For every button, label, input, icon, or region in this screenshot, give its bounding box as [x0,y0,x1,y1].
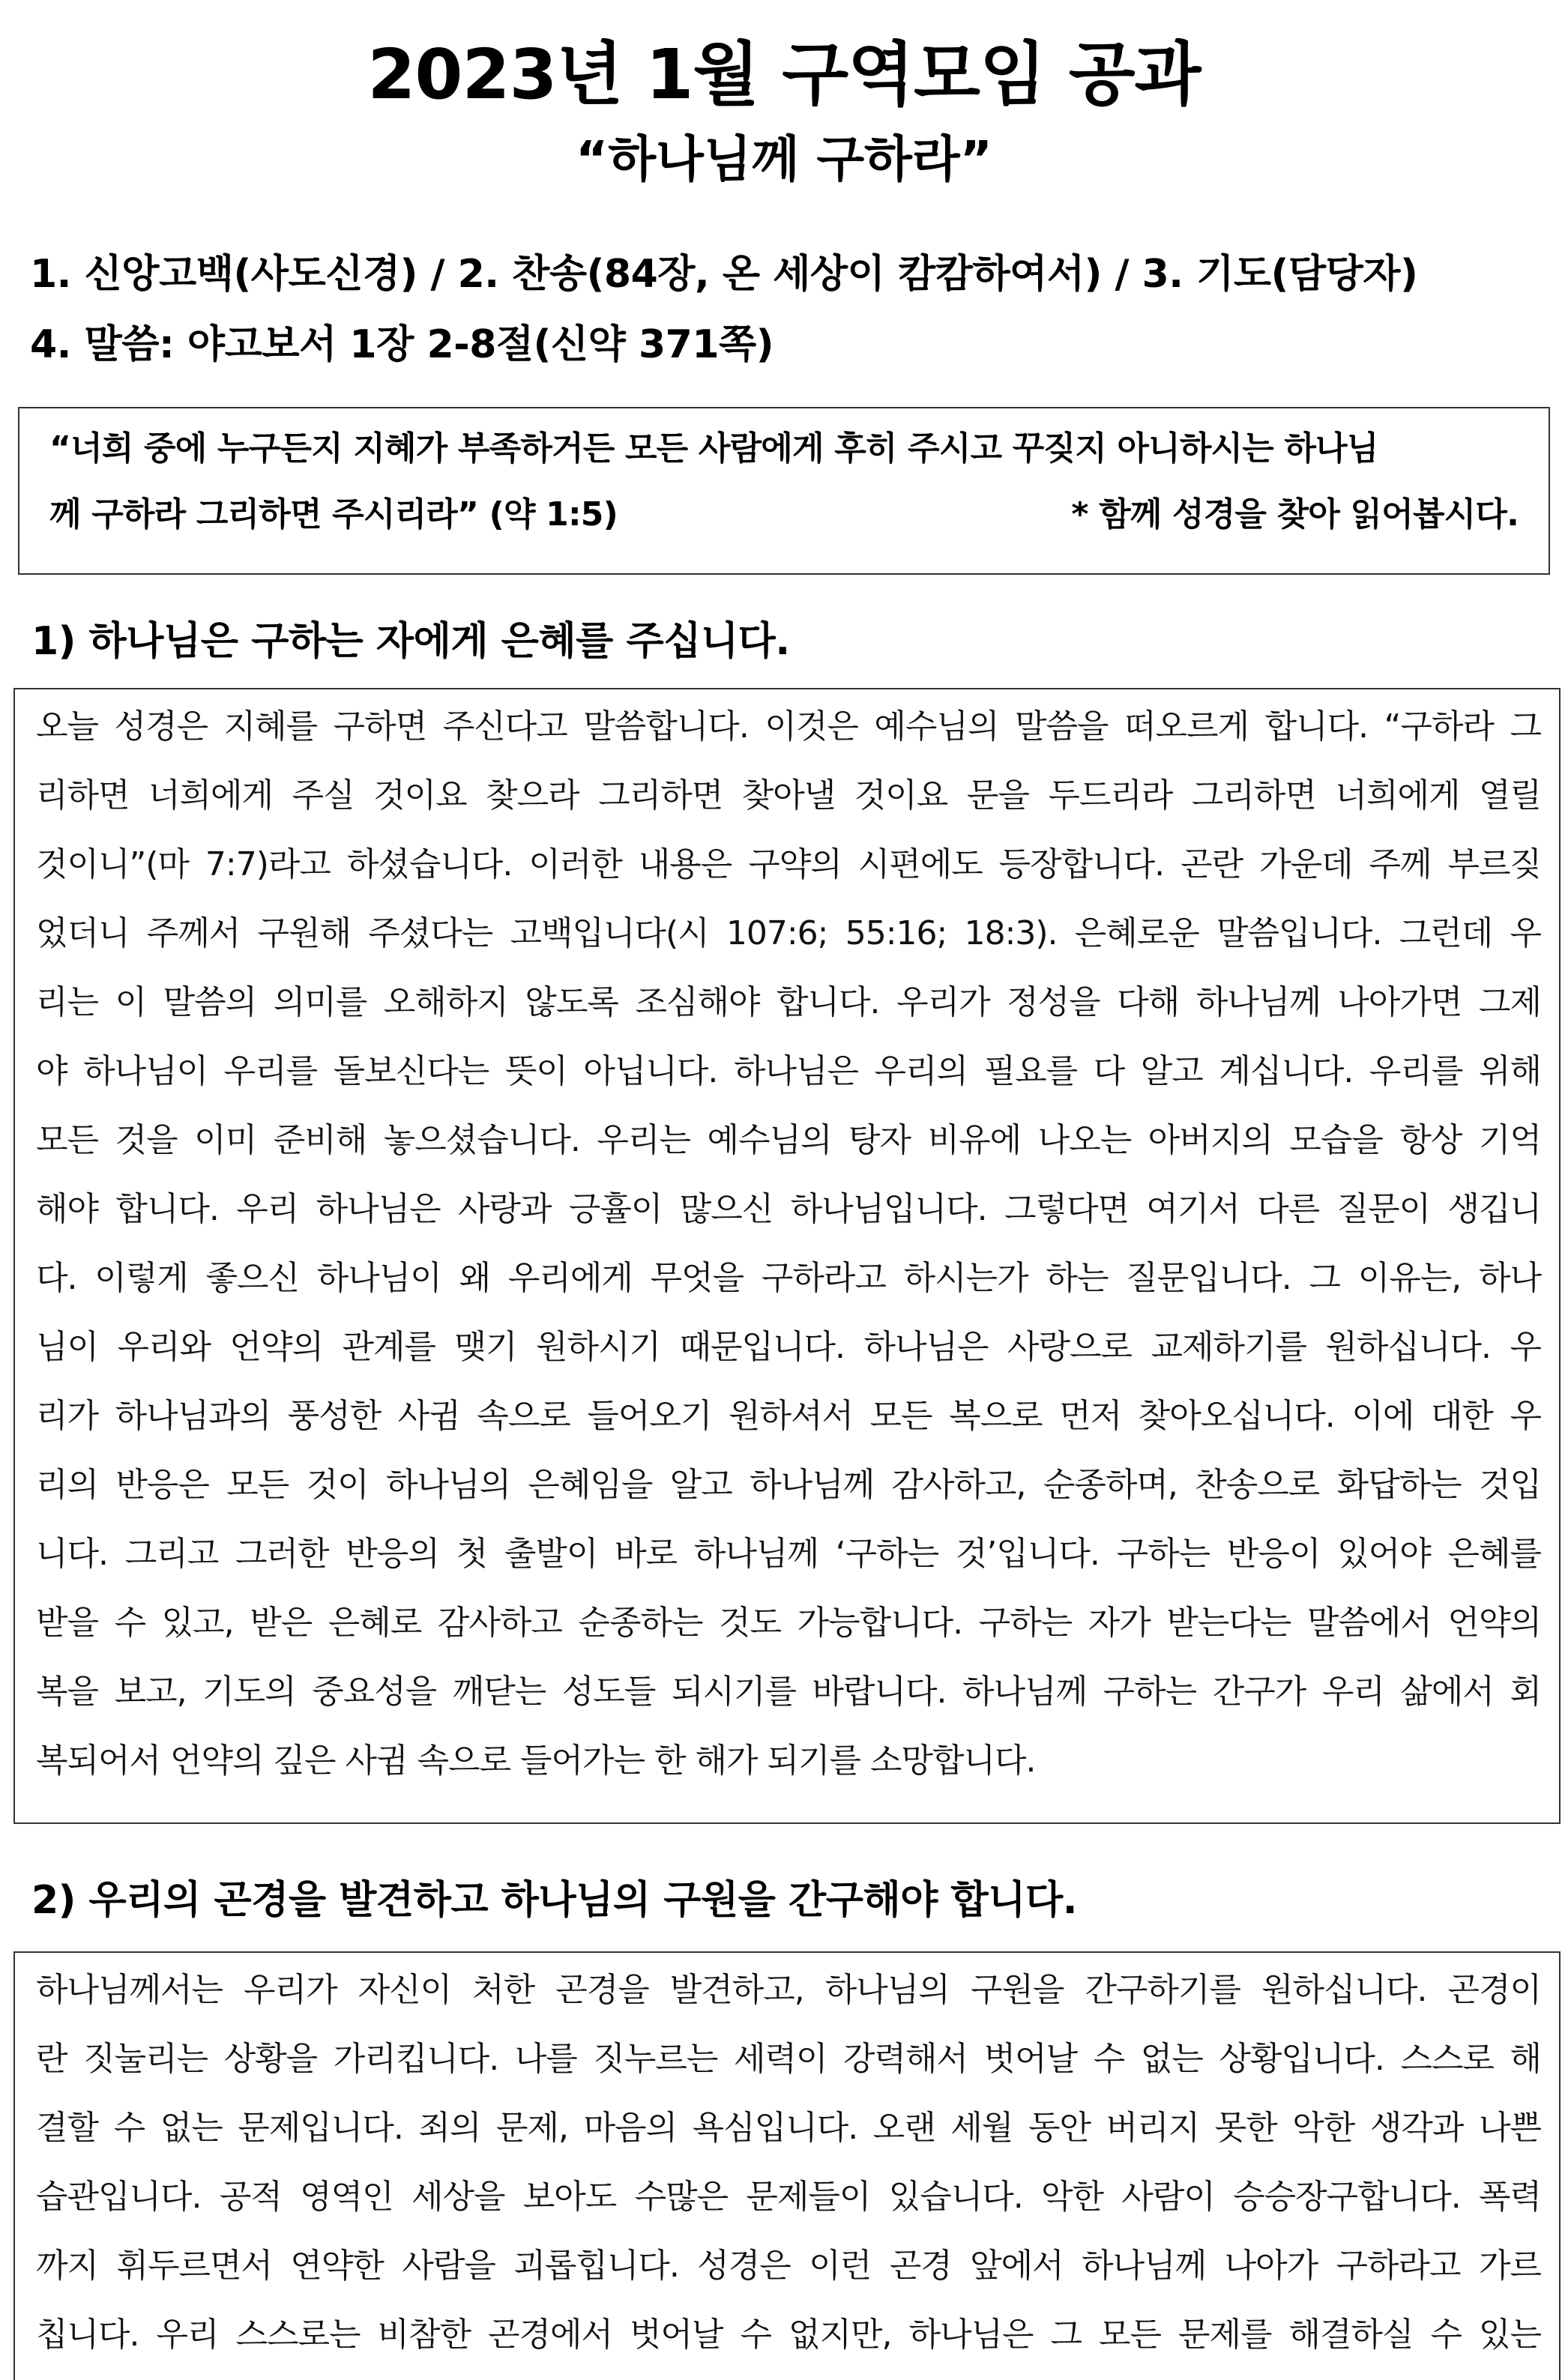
section-1-line: 받을 수 있고, 받은 은혜로 감사하고 순종하는 것도 가능합니다. 구하는 자가 받는다는 말씀에서 언약의 [36,1604,1541,1642]
section-2-line: 칩니다. 우리 스스로는 비참한 곤경에서 벗어날 수 없지만, 하나님은 그 모든 문제를 해결하실 수 있는 [36,2316,1541,2354]
section-2-line: 까지 휘두르면서 연약한 사람을 괴롭힙니다. 성경은 이런 곤경 앞에서 하나님께 나아가 구하라고 가르 [36,2247,1541,2285]
worship-order-line-1: 1. 신앙고백(사도신경) / 2. 찬송(84장, 온 세상이 캄캄하여서) / 3. 기도(담당자) [30,252,1418,297]
section-1-line: 복을 보고, 기도의 중요성을 깨닫는 성도들 되시기를 바랍니다. 하나님께 구하는 간구가 우리 삶에서 회 [36,1673,1541,1711]
key-verse-line-2: 께 구하라 그리하면 주시리라” (약 1:5) [49,495,618,534]
section-1-line: 리의 반응은 모든 것이 하나님의 은혜임을 알고 하나님께 감사하고, 순종하며, 찬송으로 화답하는 것입 [36,1466,1541,1504]
section-2-line: 습관입니다. 공적 영역인 세상을 보아도 수많은 문제들이 있습니다. 악한 사람이 승승장구합니다. 폭력 [36,2178,1542,2216]
worship-order-line-2: 4. 말씀: 야고보서 1장 2-8절(신약 371쪽) [30,322,774,367]
document-subtitle: “하나님께 구하라” [575,130,993,188]
section-1-line: 해야 합니다. 우리 하나님은 사랑과 긍휼이 많으신 하나님입니다. 그렇다면 여기서 다른 질문이 생깁니 [36,1190,1541,1228]
section-1-line: 모든 것을 이미 준비해 놓으셨습니다. 우리는 예수님의 탕자 비유에 나오는 아버지의 모습을 항상 기억 [36,1121,1542,1159]
section-1-line: 것이니”(마 7:7)라고 하셨습니다. 이러한 내용은 구약의 시편에도 등장합니다. 곤란 가운데 주께 부르짖 [36,845,1541,884]
section-1-line: 님이 우리와 언약의 관계를 맺기 원하시기 때문입니다. 하나님은 사랑으로 교제하기를 원하십니다. 우 [36,1328,1541,1366]
section-2-body-box [13,1951,1561,2380]
section-1-line: 리가 하나님과의 풍성한 사귐 속으로 들어오기 원하셔서 모든 복으로 먼저 찾아오십니다. 이에 대한 우 [36,1397,1542,1435]
section-1-line: 야 하나님이 우리를 돌보신다는 뜻이 아닙니다. 하나님은 우리의 필요를 다 알고 계십니다. 우리를 위해 [36,1052,1541,1090]
section-1-line: 니다. 그리고 그러한 반응의 첫 출발이 바로 하나님께 ‘구하는 것’입니다. 구하는 반응이 있어야 은혜를 [36,1535,1541,1573]
section-1-line: 었더니 주께서 구원해 주셨다는 고백입니다(시 107:6; 55:16; 18:3). 은혜로운 말씀입니다. 그런데 우 [36,914,1541,952]
section-1-line: 리는 이 말씀의 의미를 오해하지 않도록 조심해야 합니다. 우리가 정성을 다해 하나님께 나아가면 그제 [36,983,1542,1021]
document-title: 2023년 1월 구역모임 공과 [367,34,1201,115]
section-1-body-box [13,688,1561,1824]
section-1-line: 오늘 성경은 지혜를 구하면 주신다고 말씀합니다. 이것은 예수님의 말씀을 떠오르게 합니다. “구하라 그 [36,707,1541,746]
key-verse-box [18,407,1550,575]
section-1-line: 다. 이렇게 좋으신 하나님이 왜 우리에게 무엇을 구하라고 하시는가 하는 질문입니다. 그 이유는, 하나 [36,1259,1541,1297]
section-1-line: 리하면 너희에게 주실 것이요 찾으라 그리하면 찾아낼 것이요 문을 두드리라 그리하면 너희에게 열릴 [36,776,1541,815]
section-2-heading: 2) 우리의 곤경을 발견하고 하나님의 구원을 간구해야 합니다. [31,1878,1077,1923]
key-verse-note: * 함께 성경을 찾아 읽어봅시다. [1071,495,1519,534]
key-verse-line-1: “너희 중에 누구든지 지혜가 부족하거든 모든 사람에게 후히 주시고 꾸짖지 아니하시는 하나님 [49,429,1378,468]
section-2-line: 란 짓눌리는 상황을 가리킵니다. 나를 짓누르는 세력이 강력해서 벗어날 수 없는 상황입니다. 스스로 해 [36,2040,1541,2078]
section-2-line: 결할 수 없는 문제입니다. 죄의 문제, 마음의 욕심입니다. 오랜 세월 동안 버리지 못한 악한 생각과 나쁜 [36,2109,1541,2147]
section-1-line: 복되어서 언약의 깊은 사귐 속으로 들어가는 한 해가 되기를 소망합니다. [36,1742,1036,1780]
section-1-heading: 1) 하나님은 구하는 자에게 은혜를 주십니다. [31,619,790,664]
section-2-line: 하나님께서는 우리가 자신이 처한 곤경을 발견하고, 하나님의 구원을 간구하기를 원하십니다. 곤경이 [36,1971,1541,2009]
